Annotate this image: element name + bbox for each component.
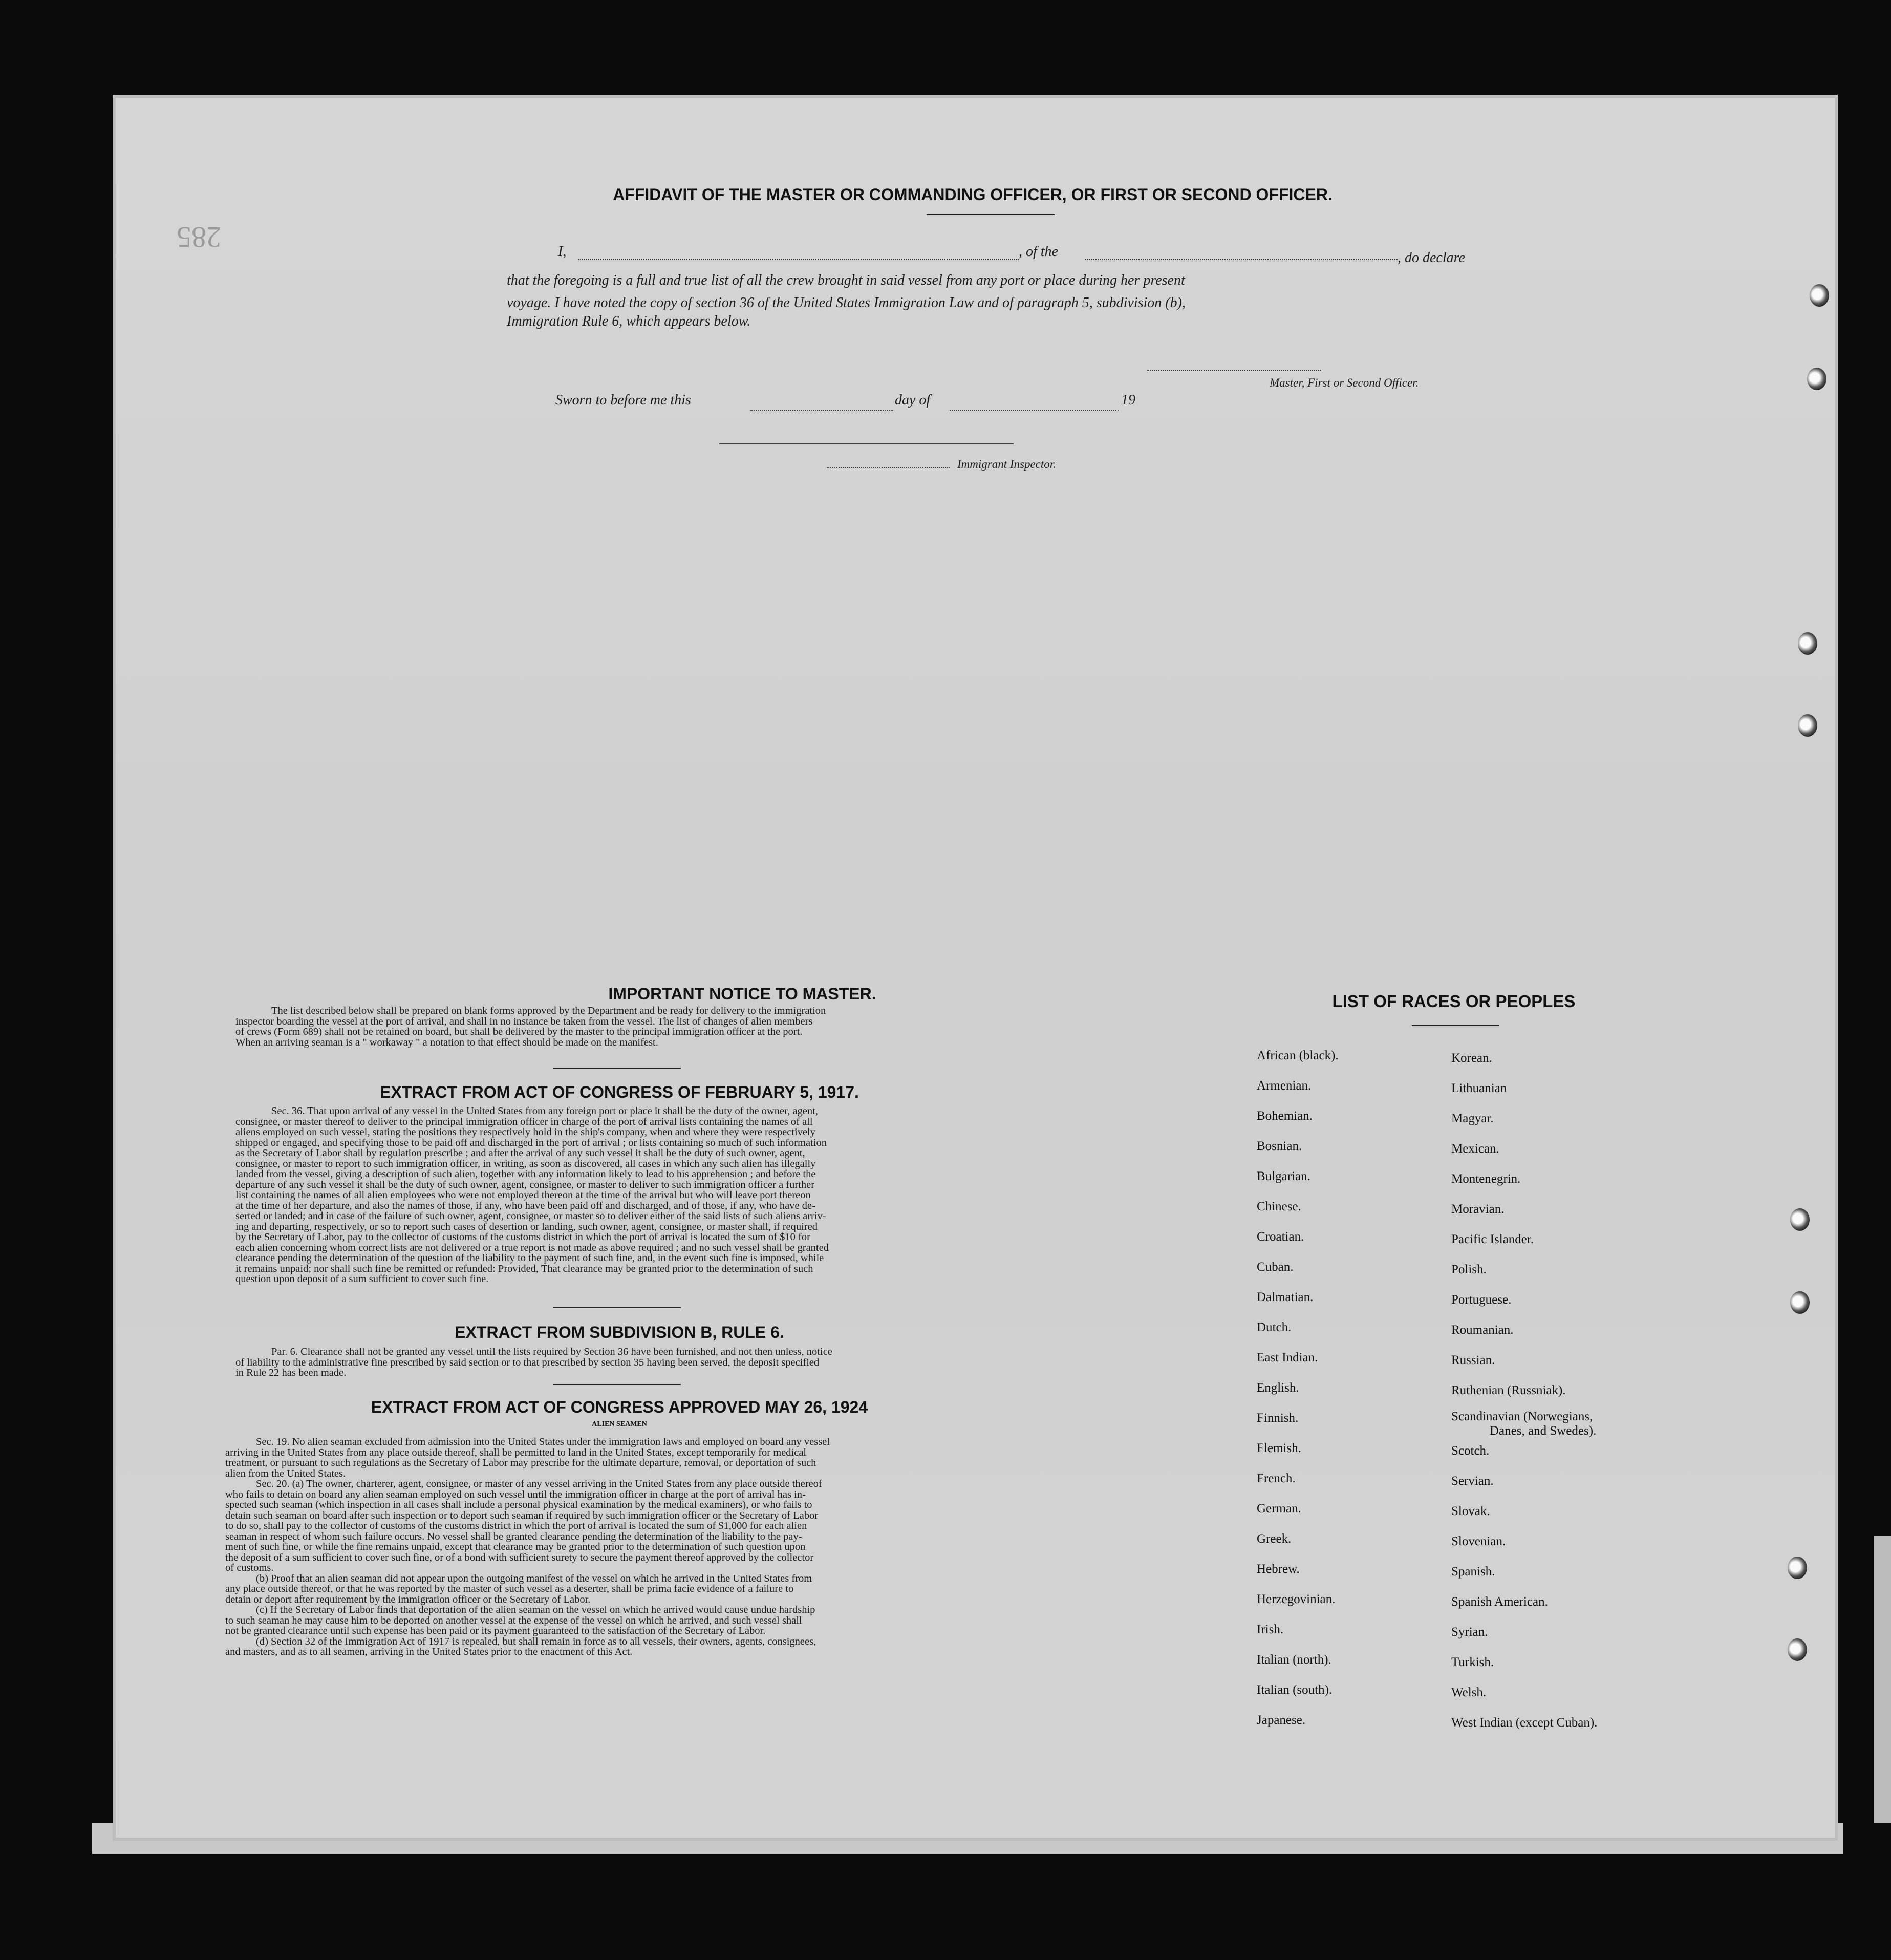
day-of-label: day of bbox=[895, 392, 931, 408]
extract-line: as the Secretary of Labor shall by regulation prescribe ; and after the arrival of any such vessel it shall be the duty of such owner, agent, bbox=[235, 1147, 805, 1159]
race-item: Bohemian. bbox=[1257, 1109, 1313, 1123]
race-item: West Indian (except Cuban). bbox=[1451, 1716, 1598, 1730]
inspector-label: Immigrant Inspector. bbox=[957, 458, 1056, 471]
races-left-column bbox=[1257, 1040, 1339, 1735]
race-item: Japanese. bbox=[1257, 1713, 1306, 1727]
notice-text bbox=[235, 1006, 1003, 1048]
race-item: Montenegrin. bbox=[1451, 1172, 1521, 1186]
year-prefix: 19 bbox=[1121, 392, 1135, 408]
race-item: German. bbox=[1257, 1502, 1301, 1516]
page-number: 285 bbox=[177, 221, 221, 254]
extract-line: not be granted clearance until such expense has been paid or its payment guaranteed to the satisfaction of the Secretary of Labor. bbox=[225, 1625, 766, 1636]
race-item: African (black). bbox=[1257, 1049, 1339, 1062]
affidavit-title: AFFIDAVIT OF THE MASTER OR COMMANDING OFFICER, OR FIRST OR SECOND OFFICER. bbox=[613, 185, 1333, 204]
races-right-column bbox=[1451, 1043, 1597, 1738]
race-item: Polish. bbox=[1451, 1263, 1487, 1276]
extract-rule6-text bbox=[235, 1347, 1003, 1378]
extract-1924-title: EXTRACT FROM ACT OF CONGRESS APPROVED MAY 26, 1924 bbox=[371, 1398, 868, 1416]
race-item: Herzegovinian. bbox=[1257, 1592, 1336, 1606]
affidavit-do-declare-label: , do declare bbox=[1398, 250, 1465, 266]
race-item: Servian. bbox=[1451, 1474, 1494, 1488]
race-item: Finnish. bbox=[1257, 1411, 1299, 1425]
master-name-field[interactable] bbox=[578, 259, 1019, 260]
extract-line: of liability to the administrative fine prescribed by said section or to that prescribed by section 35 having been served, the deposit specified bbox=[235, 1356, 820, 1368]
race-item: Bulgarian. bbox=[1257, 1169, 1310, 1183]
race-item: Cuban. bbox=[1257, 1260, 1294, 1274]
extract-line: any place outside thereof, or that he was reported by the master of such vessel as a deserter, shall be prima facie evidence of a failure to bbox=[225, 1583, 794, 1594]
extract-1917-text bbox=[235, 1106, 1003, 1285]
extract-rule6-title: EXTRACT FROM SUBDIVISION B, RULE 6. bbox=[455, 1323, 784, 1341]
race-item: Flemish. bbox=[1257, 1441, 1301, 1455]
race-item: Italian (south). bbox=[1257, 1683, 1333, 1697]
notice-line: of crews (Form 689) shall not be retained on board, but shall be delivered by the master to the principal immigration officer at the port. bbox=[235, 1026, 803, 1037]
extract-line: arriving in the United States from any place outside thereof, shall be permitted to land in the United States, except temporarily for medical bbox=[225, 1446, 807, 1458]
inspector-signature-field[interactable] bbox=[827, 467, 950, 468]
extract-line: ment of such fine, or while the fine remains unpaid, except that clearance may be granted prior to the determination of such question upon bbox=[225, 1541, 806, 1552]
extract-line: consignee, or master to report to such immigration officer, in writing, as soon as discovered, all cases in which any such alien has illegally bbox=[235, 1158, 816, 1169]
extract-line: shipped or engaged, and specifying those to be paid off and discharged in the port of arrival ; or lists containing so much of such information bbox=[235, 1137, 827, 1148]
declaration-line-1: that the foregoing is a full and true list of all the crew brought in said vessel from any port or place during her present bbox=[507, 272, 1185, 288]
notice-line: inspector boarding the vessel at the port of arrival, and shall in no instance be taken from the vessel. The list of changes of alien members bbox=[235, 1015, 813, 1027]
extract-line: aliens employed on such vessel, stating the positions they respectively hold in the ship's company, when and where they were respectively bbox=[235, 1126, 815, 1138]
extract-line: Sec. 19. No alien seaman excluded from admission into the United States under the immigration laws and employed on board any vessel bbox=[256, 1436, 830, 1447]
extract-line: detain such seaman on board after such inspection or to deport such seaman if required by such immigration officer or the Secretary of Labor bbox=[225, 1509, 819, 1521]
punch-hole bbox=[1810, 284, 1829, 307]
race-item: Dalmatian. bbox=[1257, 1290, 1314, 1304]
extract-line: landed from the vessel, giving a description of such alien, together with any information likely to lead to his apprehension ; and before the bbox=[235, 1168, 816, 1180]
extract-line: (c) If the Secretary of Labor finds that deportation of the alien seaman on the vessel on which he arrived would cause undue hardship bbox=[256, 1604, 815, 1615]
inspector-signature-rule bbox=[719, 443, 1014, 444]
race-item: French. bbox=[1257, 1472, 1296, 1485]
race-item: Lithuanian bbox=[1451, 1081, 1507, 1095]
master-signature-label: Master, First or Second Officer. bbox=[1270, 376, 1419, 389]
section-divider bbox=[553, 1384, 681, 1385]
section-divider bbox=[553, 1068, 681, 1069]
punch-hole bbox=[1798, 632, 1817, 655]
sworn-label: Sworn to before me this bbox=[555, 392, 691, 408]
race-item: Slovak. bbox=[1451, 1504, 1490, 1518]
extract-1917-title: EXTRACT FROM ACT OF CONGRESS OF FEBRUARY 5, 1917. bbox=[380, 1083, 859, 1101]
extract-line: clearance pending the determination of the question of the liability to the payment of such fine, and, in the event such fine is imposed, while bbox=[235, 1252, 824, 1264]
declaration-line-3: Immigration Rule 6, which appears below. bbox=[507, 313, 751, 329]
affidavit-i-label: I, bbox=[558, 244, 567, 260]
extract-line: it remains unpaid; nor shall such fine be remitted or refunded: Provided, That clearance may be granted prior to the determination of such bbox=[235, 1263, 813, 1274]
section-divider bbox=[553, 1307, 681, 1308]
master-signature-field[interactable] bbox=[1147, 370, 1321, 371]
race-item-scandinavian bbox=[1451, 1405, 1597, 1436]
race-item: Welsh. bbox=[1451, 1686, 1487, 1699]
extract-line: detain or deport after requirement by the immigration officer or the Secretary of Labor. bbox=[225, 1593, 591, 1605]
race-item: Roumanian. bbox=[1451, 1323, 1514, 1337]
extract-line: who fails to detain on board any alien seaman employed on such vessel until the immigration officer in charge at the port of arrival has in- bbox=[225, 1488, 806, 1500]
extract-line: the deposit of a sum sufficient to cover such fine, or of a bond with sufficient surety to secure the payment thereof approved by the collector bbox=[225, 1551, 814, 1563]
race-item: Moravian. bbox=[1451, 1202, 1505, 1216]
vessel-name-field[interactable] bbox=[1085, 259, 1398, 260]
extract-line: of customs. bbox=[225, 1562, 274, 1573]
race-item: Spanish American. bbox=[1451, 1595, 1548, 1609]
sworn-day-field[interactable] bbox=[750, 410, 893, 411]
race-item: Scandinavian (Norwegians, bbox=[1451, 1410, 1593, 1423]
race-item: Mexican. bbox=[1451, 1142, 1499, 1156]
extract-line: list containing the names of all alien employees who were not employed thereon at the time of the arrival but who will leave port thereon bbox=[235, 1189, 811, 1201]
extract-line: and masters, and as to all seamen, arriving in the United States prior to the enactment of this Act. bbox=[225, 1646, 633, 1657]
race-item: Italian (north). bbox=[1257, 1653, 1331, 1667]
extract-line: consignee, or master thereof to deliver to the principal immigration officer in charge of the port of arrival lists containing the names of all bbox=[235, 1116, 813, 1127]
races-title: LIST OF RACES OR PEOPLES bbox=[1332, 992, 1576, 1011]
extract-line: question upon deposit of a sum sufficient to cover such fine. bbox=[235, 1273, 489, 1285]
extract-1924-text bbox=[225, 1437, 1003, 1657]
extract-line: spected such seaman (which inspection in all cases shall include a personal physical examination by the medical examiners), or who fails to bbox=[225, 1499, 812, 1510]
race-item: Armenian. bbox=[1257, 1079, 1312, 1093]
affidavit-of-the-label: , of the bbox=[1019, 244, 1058, 260]
race-item: Korean. bbox=[1451, 1051, 1492, 1065]
race-item: Portuguese. bbox=[1451, 1293, 1512, 1307]
notice-title: IMPORTANT NOTICE TO MASTER. bbox=[608, 985, 876, 1003]
race-item: Hebrew. bbox=[1257, 1562, 1300, 1576]
extract-line: to do so, shall pay to the collector of customs of the customs district in which the port of arrival is located the sum of $1,000 for each alien bbox=[225, 1520, 807, 1531]
punch-hole bbox=[1798, 714, 1817, 737]
race-item: East Indian. bbox=[1257, 1351, 1318, 1365]
extract-line: to such seaman he may cause him to be deported on another vessel at the expense of the vessel on which he arrived, and such vessel shall bbox=[225, 1614, 802, 1626]
race-item: Slovenian. bbox=[1451, 1535, 1506, 1548]
race-item: Syrian. bbox=[1451, 1625, 1488, 1639]
adjacent-page-strip bbox=[1874, 1536, 1891, 1823]
race-item: Magyar. bbox=[1451, 1112, 1494, 1125]
race-item: Scotch. bbox=[1451, 1444, 1490, 1458]
extract-line: (b) Proof that an alien seaman did not appear upon the outgoing manifest of the vessel on which he arrived in the United States from bbox=[256, 1572, 812, 1584]
race-item: Russian. bbox=[1451, 1353, 1495, 1367]
race-item: Pacific Islander. bbox=[1451, 1232, 1534, 1246]
extract-line: (d) Section 32 of the Immigration Act of 1917 is repealed, but shall remain in force as to all vessels, their owners, agents, consignees, bbox=[256, 1635, 816, 1647]
races-title-rule bbox=[1412, 1025, 1499, 1026]
notice-line: The list described below shall be prepared on blank forms approved by the Department and be ready for delivery to the immigration bbox=[271, 1005, 826, 1016]
extract-line: serted or landed; and in case of the failure of such owner, agent, consignee, or master so to deliver either of the said lists of such aliens arriv- bbox=[235, 1210, 826, 1222]
extract-line: each alien concerning whom correct lists are not delivered or a true report is not made as above required ; and no such vessel shall be granted bbox=[235, 1242, 829, 1253]
punch-hole bbox=[1788, 1557, 1807, 1579]
race-item: Bosnian. bbox=[1257, 1139, 1302, 1153]
extract-line: ing and departing, respectively, or so to report such cases of desertion or landing, such owner, agent, consignee, or master shall, if required bbox=[235, 1221, 818, 1232]
extract-line: by the Secretary of Labor, pay to the collector of customs of the customs district in which the port of arrival is located the sum of $10 for bbox=[235, 1231, 810, 1243]
punch-hole bbox=[1807, 368, 1826, 390]
affidavit-title-rule bbox=[927, 214, 1055, 215]
race-item: English. bbox=[1257, 1381, 1299, 1395]
race-item: Dutch. bbox=[1257, 1320, 1292, 1334]
race-item: Greek. bbox=[1257, 1532, 1292, 1546]
punch-hole bbox=[1790, 1208, 1810, 1231]
extract-line: in Rule 22 has been made. bbox=[235, 1367, 347, 1378]
extract-1924-subtitle: ALIEN SEAMEN bbox=[592, 1420, 647, 1428]
sworn-month-field[interactable] bbox=[950, 410, 1119, 411]
extract-line: Par. 6. Clearance shall not be granted any vessel until the lists required by Section 36 have been furnished, and not then unless, notice bbox=[271, 1346, 832, 1357]
race-item: Spanish. bbox=[1451, 1565, 1495, 1579]
race-item: Croatian. bbox=[1257, 1230, 1304, 1244]
extract-line: at the time of her departure, and also the names of those, if any, who have been paid off and discharged, and of those, if any, who have de- bbox=[235, 1200, 815, 1211]
punch-hole bbox=[1790, 1291, 1810, 1314]
extract-line: Sec. 20. (a) The owner, charterer, agent, consignee, or master of any vessel arriving in the United States from any place outside thereof bbox=[256, 1478, 822, 1489]
race-item-continuation: Danes, and Swedes). bbox=[1490, 1424, 1597, 1438]
extract-line: Sec. 36. That upon arrival of any vessel in the United States from any foreign port or place it shall be the duty of the owner, agent, bbox=[271, 1105, 818, 1117]
race-item: Irish. bbox=[1257, 1623, 1284, 1636]
notice-line: When an arriving seaman is a " workaway " a notation to that effect should be made on the manifest. bbox=[235, 1036, 658, 1048]
declaration-line-2: voyage. I have noted the copy of section 36 of the United States Immigration Law and of paragraph 5, subdivision (b), bbox=[507, 295, 1186, 311]
race-item: Ruthenian (Russniak). bbox=[1451, 1383, 1566, 1397]
punch-hole bbox=[1788, 1638, 1807, 1661]
extract-line: treatment, or pursuant to such regulations as the Secretary of Labor may prescribe for the ultimate departure, removal, or deportation of such bbox=[225, 1457, 816, 1468]
race-item: Chinese. bbox=[1257, 1200, 1301, 1213]
extract-line: departure of any such vessel it shall be the duty of such owner, agent, consignee, or master to deliver to such immigration officer a further bbox=[235, 1179, 815, 1190]
extract-line: seaman in respect of whom such failure occurs. No vessel shall be granted clearance pending the determination of the liability to the pay- bbox=[225, 1530, 802, 1542]
extract-line: alien from the United States. bbox=[225, 1467, 346, 1479]
race-item: Turkish. bbox=[1451, 1655, 1494, 1669]
